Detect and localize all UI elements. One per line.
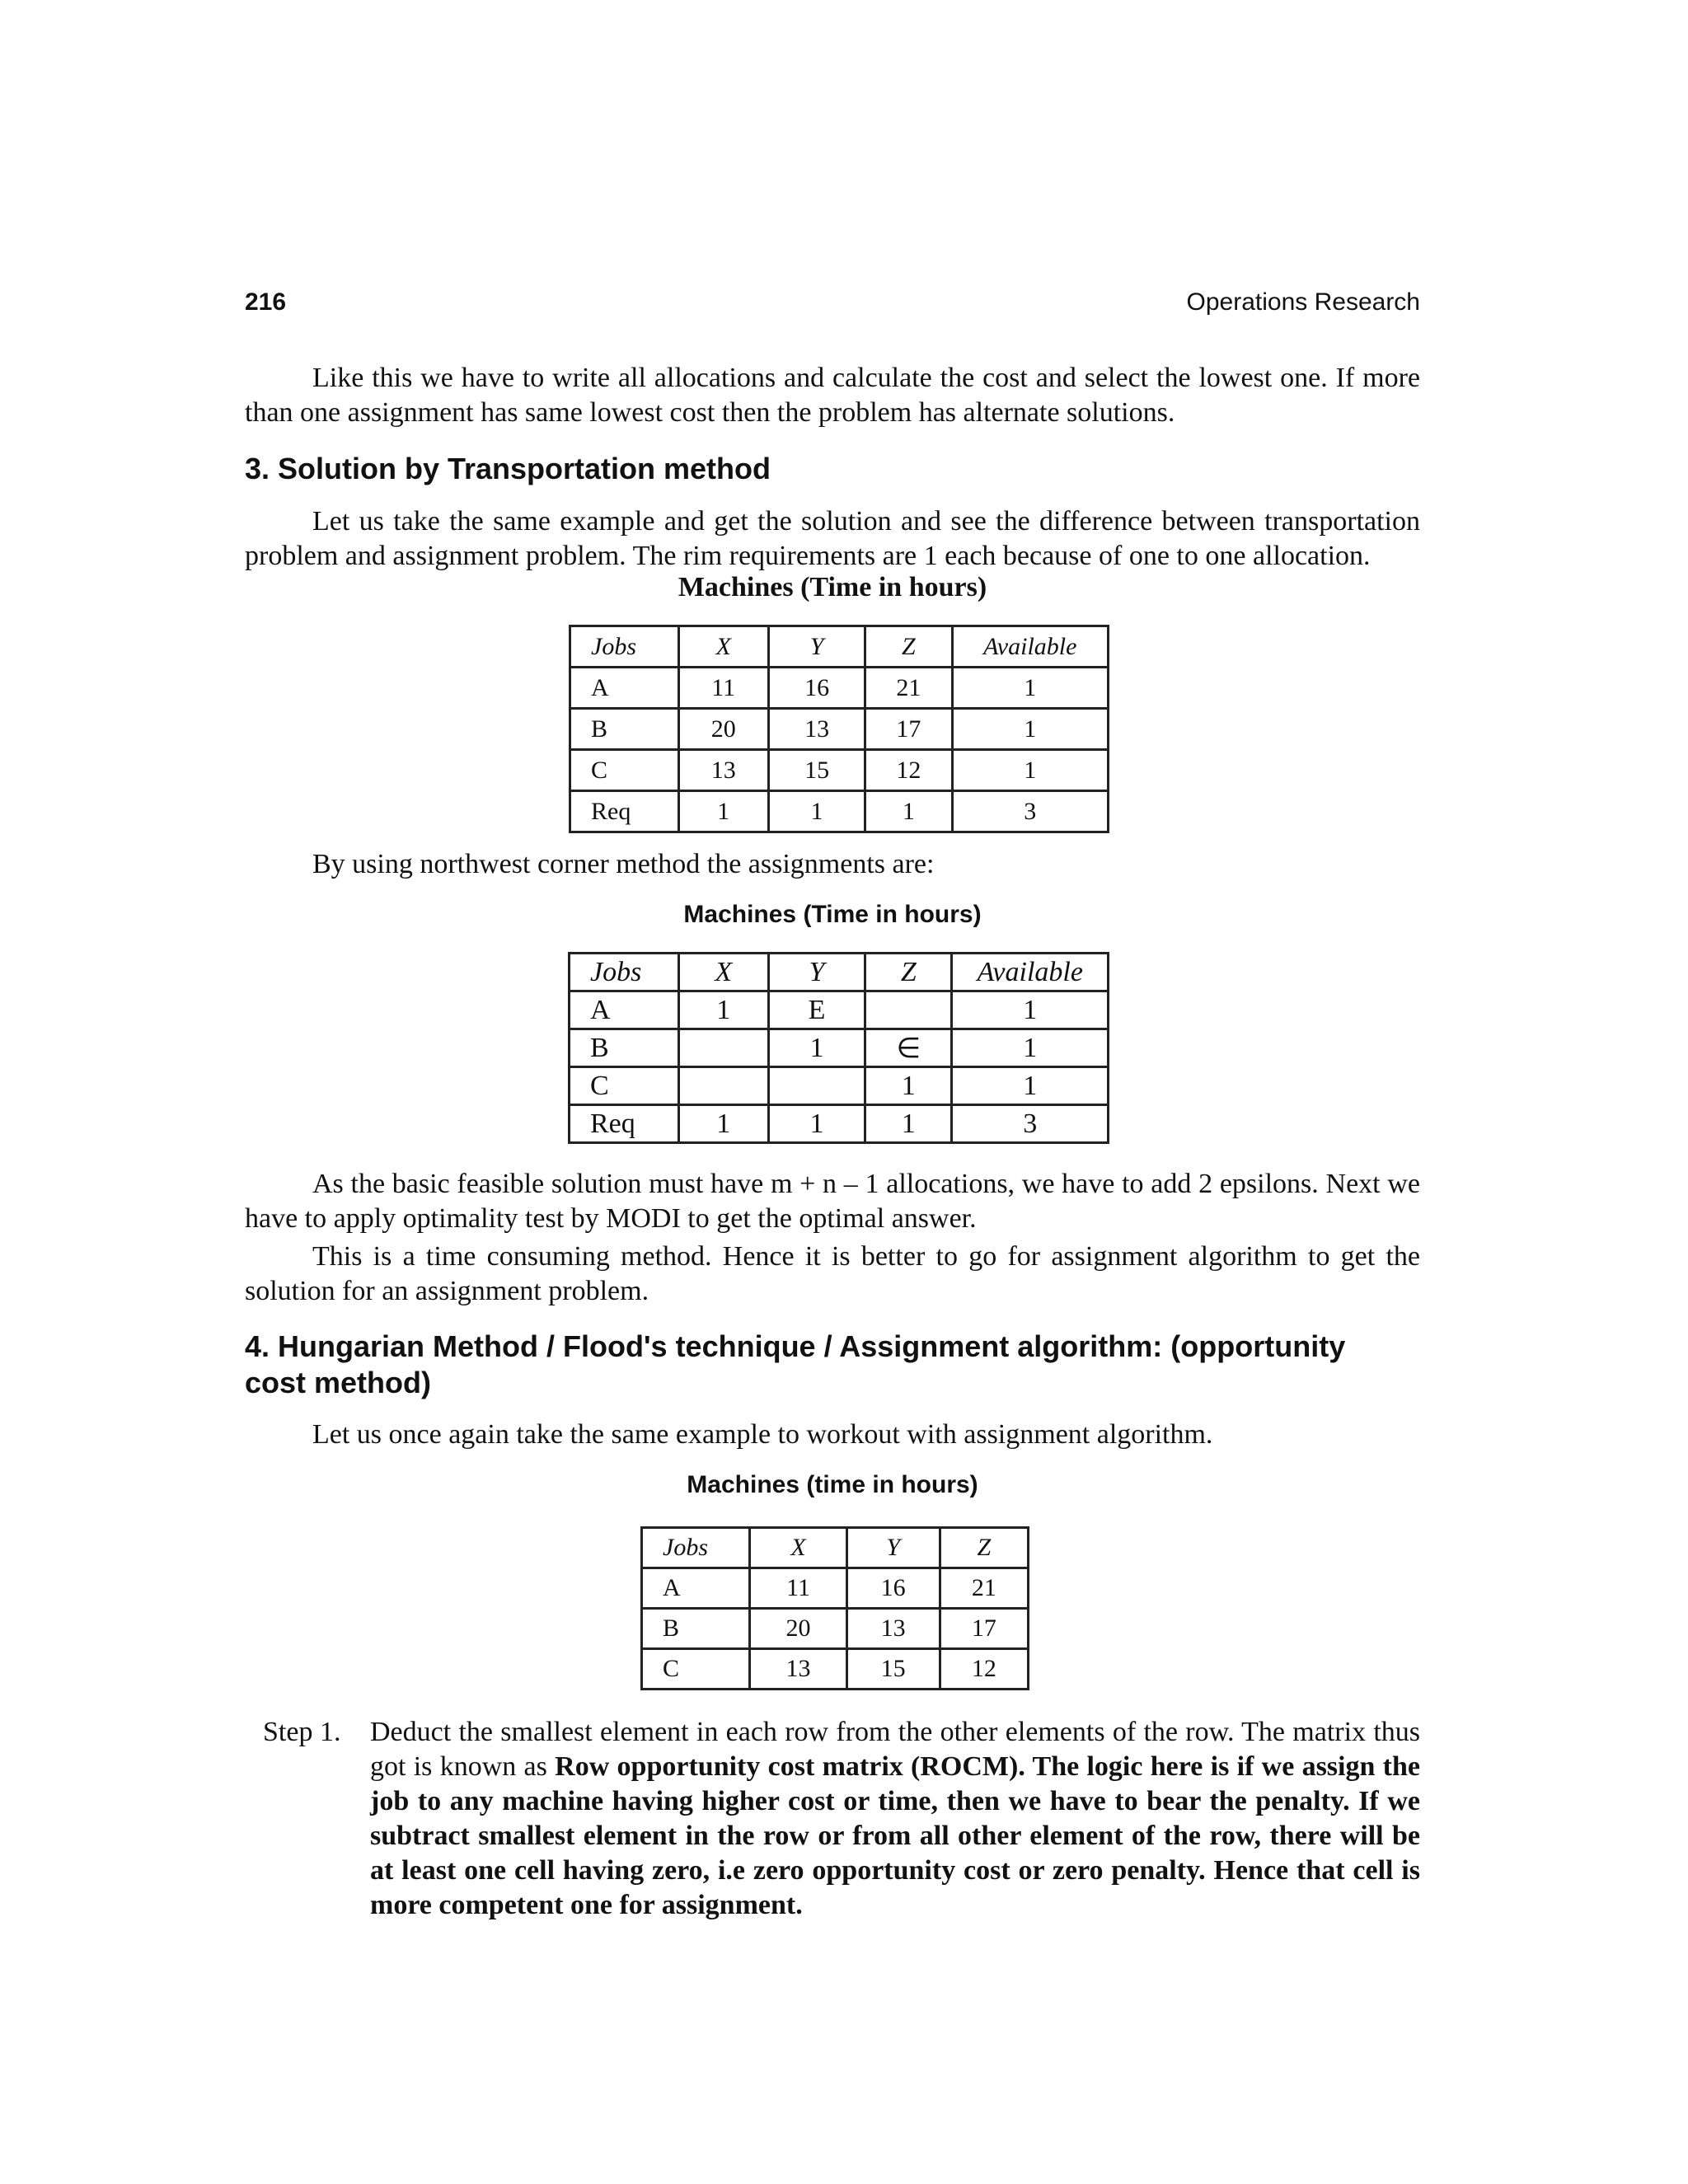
table-row [570, 709, 1109, 750]
table-cell [678, 1067, 768, 1105]
table-cell: 11 [750, 1568, 846, 1609]
table-cell: 1 [768, 1105, 865, 1143]
table-cell: Z [865, 626, 952, 668]
table-cell: 1 [952, 750, 1108, 791]
table-3-caption: Machines (time in hours) [687, 1471, 978, 1498]
table-cell: Req [570, 791, 679, 832]
table-cell: 1 [678, 991, 768, 1029]
table-1-header-row [570, 626, 1109, 668]
table-cell: 11 [678, 668, 768, 709]
table-cell: B [570, 1029, 679, 1067]
table-cell: 1 [768, 1029, 865, 1067]
table-cell: Z [865, 954, 952, 991]
time-paragraph: This is a time consuming method. Hence it is better to go for assignment algorithm to get the solution for an assignment problem. [245, 1241, 1420, 1306]
section-4-paragraph: Let us once again take the same example to workout with assignment algorithm. [312, 1419, 1213, 1450]
table-cell: C [570, 1067, 679, 1105]
table-cell: 15 [846, 1649, 940, 1690]
table-cell [865, 991, 952, 1029]
table-cell: Jobs [642, 1528, 750, 1568]
table-row [570, 791, 1109, 832]
table-3-header-row [642, 1528, 1029, 1568]
table-row [642, 1568, 1029, 1609]
table-cell: 1 [952, 709, 1108, 750]
table-row [570, 668, 1109, 709]
northwest-paragraph: By using northwest corner method the assignments are: [312, 849, 935, 879]
table-cell: Jobs [570, 954, 679, 991]
table-row [570, 1067, 1109, 1105]
table-row [570, 1029, 1109, 1067]
step-1-body [370, 1715, 1420, 1923]
table-cell: ∈ [865, 1029, 952, 1067]
table-3 [640, 1526, 1029, 1690]
table-1-caption: Machines (Time in hours) [678, 572, 987, 602]
table-row [570, 1105, 1109, 1143]
step-1-label: Step 1. [263, 1717, 341, 1747]
table-cell: 21 [865, 668, 952, 709]
table-cell: Jobs [570, 626, 679, 668]
table-cell: 1 [865, 791, 952, 832]
table-cell: Y [768, 954, 865, 991]
table-row [642, 1609, 1029, 1649]
table-cell: 1 [678, 791, 768, 832]
table-cell: 1 [952, 1029, 1109, 1067]
table-cell: 20 [750, 1609, 846, 1649]
section-4-heading: 4. Hungarian Method / Flood's technique / Assignment algorithm: (opportunity cost method) [245, 1329, 1346, 1399]
table-cell: 1 [952, 991, 1109, 1029]
table-cell: 17 [865, 709, 952, 750]
section-3-heading: 3. Solution by Transportation method [245, 452, 771, 485]
table-cell: E [768, 991, 865, 1029]
table-cell: 3 [952, 1105, 1109, 1143]
table-2 [568, 952, 1109, 1144]
table-cell: 21 [940, 1568, 1028, 1609]
table-cell: 16 [846, 1568, 940, 1609]
table-cell: Req [570, 1105, 679, 1143]
table-cell: Available [952, 954, 1109, 991]
table-cell: 16 [768, 668, 865, 709]
table-cell: 3 [952, 791, 1108, 832]
table-cell: 13 [750, 1649, 846, 1690]
table-cell [678, 1029, 768, 1067]
table-cell: 1 [865, 1105, 952, 1143]
table-cell: 12 [940, 1649, 1028, 1690]
table-cell: B [570, 709, 679, 750]
table-row [570, 750, 1109, 791]
table-cell: 1 [768, 791, 865, 832]
bfs-paragraph: As the basic feasible solution must have m + n – 1 allocations, we have to add 2 epsilons. Next we have to apply optimality test by MODI to get the optimal answer. [245, 1169, 1420, 1234]
table-cell: Available [952, 626, 1108, 668]
table-cell: 20 [678, 709, 768, 750]
table-cell: A [642, 1568, 750, 1609]
table-cell [768, 1067, 865, 1105]
table-cell: X [678, 954, 768, 991]
table-cell: 13 [678, 750, 768, 791]
table-row [570, 991, 1109, 1029]
table-cell: 1 [952, 668, 1108, 709]
table-cell: C [642, 1649, 750, 1690]
table-cell: X [750, 1528, 846, 1568]
step-1-bold-text: Row opportunity cost matrix (ROCM). The logic here is if we assign the job to any machine having higher cost or time, then we have to bear the penalty. If we subtract smallest element in the row or from all other element of the row, there will be at least one cell having zero, i.e zero opportunity cost or zero penalty. Hence that cell is more competent one for assignment. [370, 1751, 1420, 1920]
table-cell: 1 [865, 1067, 952, 1105]
table-cell: 15 [768, 750, 865, 791]
table-cell: C [570, 750, 679, 791]
table-row [642, 1649, 1029, 1690]
table-cell: Z [940, 1528, 1028, 1568]
table-2-caption: Machines (Time in hours) [683, 901, 982, 928]
table-cell: 17 [940, 1609, 1028, 1649]
table-2-header-row [570, 954, 1109, 991]
intro-paragraph: Like this we have to write all allocations and calculate the cost and select the lowest one. If more than one assignment has same lowest cost then the problem has alternate solutions. [245, 363, 1420, 428]
page-number: 216 [245, 288, 287, 316]
table-1 [569, 625, 1109, 833]
table-cell: 13 [768, 709, 865, 750]
table-cell: 1 [678, 1105, 768, 1143]
running-title: Operations Research [1186, 288, 1420, 316]
table-cell: A [570, 991, 679, 1029]
table-cell: 12 [865, 750, 952, 791]
page-header [245, 288, 1420, 325]
table-cell: Y [846, 1528, 940, 1568]
table-cell: A [570, 668, 679, 709]
section-3-paragraph: Let us take the same example and get the solution and see the difference between transportation problem and assignment problem. The rim requirements are 1 each because of one to one allocation. [245, 506, 1420, 571]
table-cell: Y [768, 626, 865, 668]
table-cell: X [678, 626, 768, 668]
step-1-normal-text: Deduct the smallest element in each row from the other elements of the row. The matrix thus got is known as [370, 1717, 1420, 1782]
table-cell: 1 [952, 1067, 1109, 1105]
table-cell: B [642, 1609, 750, 1649]
table-cell: 13 [846, 1609, 940, 1649]
